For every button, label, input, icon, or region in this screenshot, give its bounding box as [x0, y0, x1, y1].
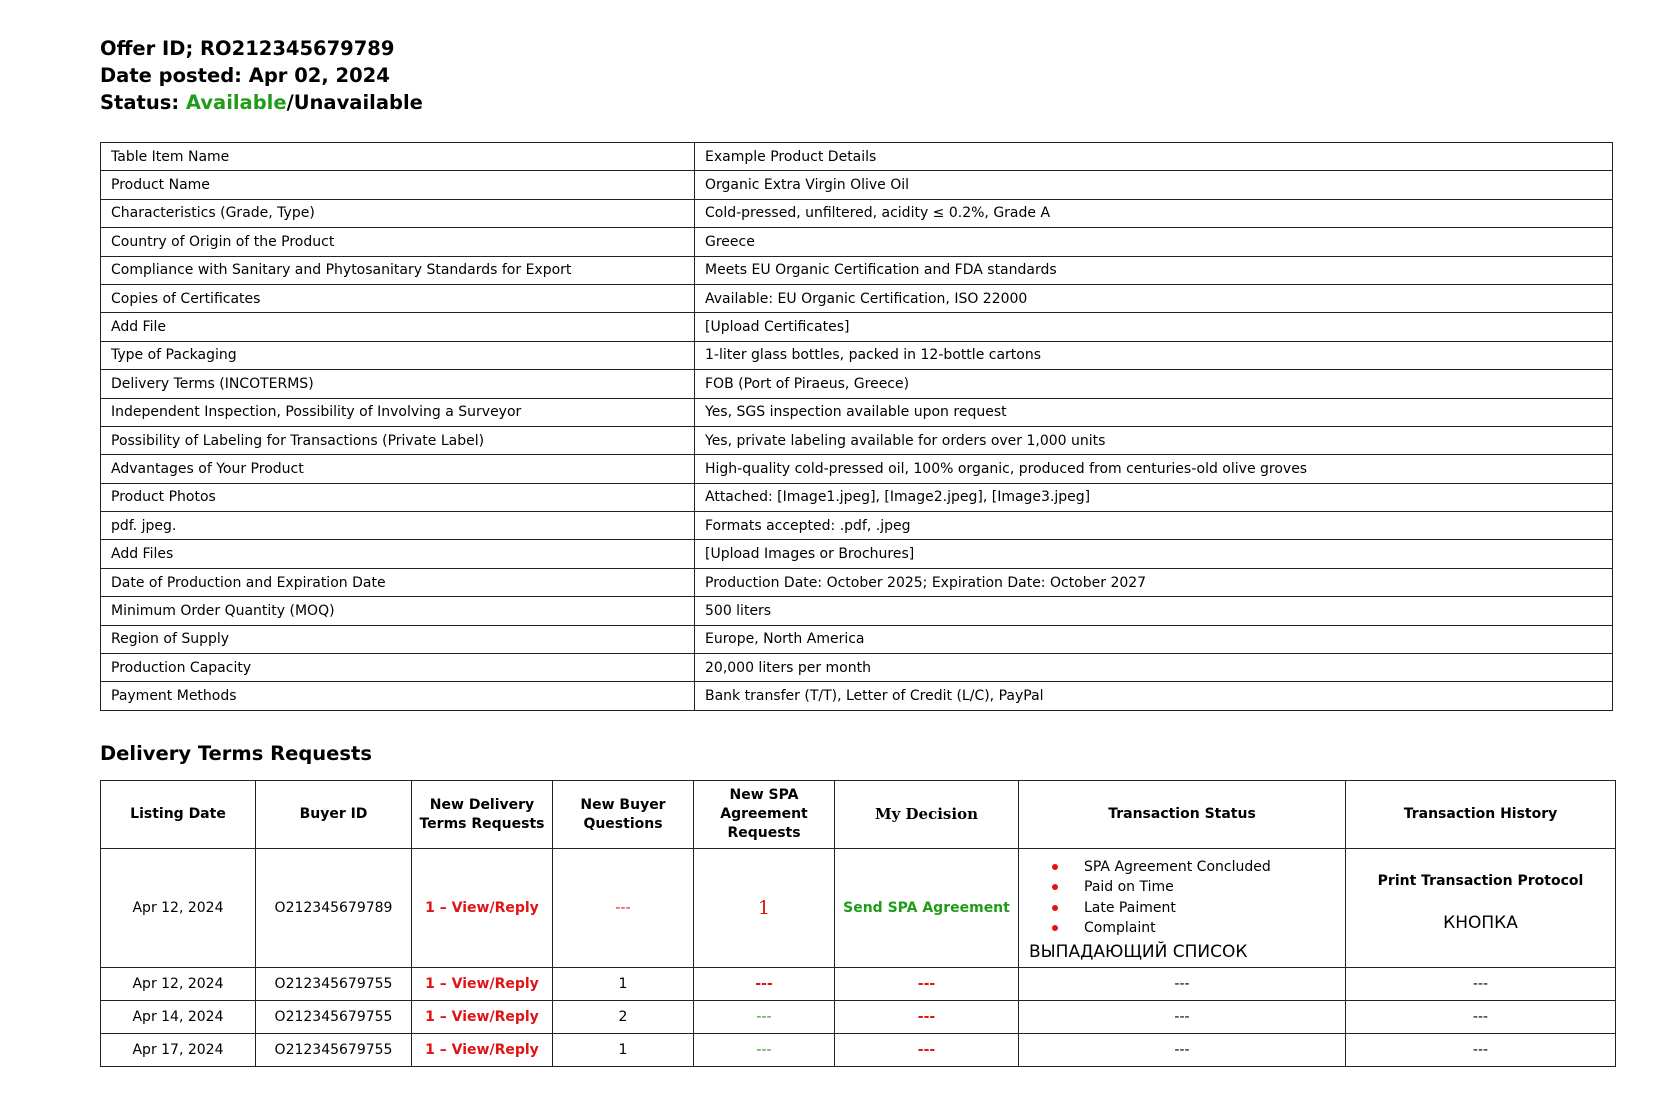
empty-value: ---	[615, 900, 631, 916]
delivery-terms-requests-title: Delivery Terms Requests	[100, 742, 372, 765]
detail-value: High-quality cold-pressed oil, 100% organic, produced from centuries-old olive groves	[695, 455, 1613, 483]
table-row	[101, 1001, 1616, 1034]
detail-label: Characteristics (Grade, Type)	[101, 199, 695, 227]
spa-requests-cell	[694, 1001, 835, 1034]
decision-cell	[835, 968, 1019, 1001]
status-option[interactable]: Paid on Time	[1084, 877, 1345, 898]
buyer-questions-cell	[553, 849, 694, 968]
detail-value: Organic Extra Virgin Olive Oil	[695, 171, 1613, 199]
table-row	[101, 455, 1613, 483]
table-row	[101, 540, 1613, 568]
empty-value: ---	[756, 1042, 772, 1058]
table-row	[101, 968, 1616, 1001]
send-spa-agreement-button[interactable]: Send SPA Agreement	[843, 900, 1010, 916]
detail-label: Add File	[101, 313, 695, 341]
table-row	[101, 426, 1613, 454]
detail-label: Production Capacity	[101, 654, 695, 682]
detail-value: Example Product Details	[695, 143, 1613, 171]
detail-value: 500 liters	[695, 597, 1613, 625]
spa-requests-cell	[694, 849, 835, 968]
buyer-questions-cell: 2	[553, 1001, 694, 1034]
detail-value: Yes, SGS inspection available upon request	[695, 398, 1613, 426]
empty-value: ---	[755, 976, 773, 992]
decision-cell	[835, 1001, 1019, 1034]
table-row	[101, 512, 1613, 540]
transaction-history-cell: ---	[1346, 1001, 1616, 1034]
status-option[interactable]: SPA Agreement Concluded	[1084, 857, 1345, 878]
detail-value[interactable]: [Upload Images or Brochures]	[695, 540, 1613, 568]
table-row	[101, 682, 1613, 710]
date-posted: Date posted: Apr 02, 2024	[100, 64, 390, 87]
detail-value: Bank transfer (T/T), Letter of Credit (L/C), PayPal	[695, 682, 1613, 710]
offer-header	[100, 35, 423, 116]
status-option[interactable]: Complaint	[1084, 918, 1345, 939]
spa-requests-cell	[694, 968, 835, 1001]
empty-value: ---	[756, 1009, 772, 1025]
detail-label: Advantages of Your Product	[101, 455, 695, 483]
detail-value: FOB (Port of Piraeus, Greece)	[695, 370, 1613, 398]
buyer-id-cell: O212345679789	[256, 849, 412, 968]
transaction-history-cell	[1346, 849, 1616, 968]
table-row	[101, 398, 1613, 426]
view-reply-link[interactable]: 1 – View/Reply	[425, 976, 539, 992]
header-listing-date: Listing Date	[101, 781, 256, 849]
detail-value: 1-liter glass bottles, packed in 12-bottle cartons	[695, 341, 1613, 369]
buyer-questions-cell: 1	[553, 1034, 694, 1067]
offer-id: Offer ID; RO212345679789	[100, 37, 395, 60]
buyer-id-cell: O212345679755	[256, 1001, 412, 1034]
listing-date-cell: Apr 12, 2024	[101, 849, 256, 968]
table-row	[101, 199, 1613, 227]
listing-date-cell: Apr 12, 2024	[101, 968, 256, 1001]
table-row	[101, 597, 1613, 625]
detail-label: Copies of Certificates	[101, 284, 695, 312]
view-reply-link[interactable]: 1 – View/Reply	[425, 1009, 539, 1025]
detail-value: Production Date: October 2025; Expiration Date: October 2027	[695, 568, 1613, 596]
spa-requests-cell	[694, 1034, 835, 1067]
detail-value[interactable]: [Upload Certificates]	[695, 313, 1613, 341]
detail-label: Date of Production and Expiration Date	[101, 568, 695, 596]
detail-label: Product Name	[101, 171, 695, 199]
transaction-history-cell: ---	[1346, 1034, 1616, 1067]
transaction-status-cell: ---	[1019, 1034, 1346, 1067]
detail-label: Possibility of Labeling for Transactions (Private Label)	[101, 426, 695, 454]
detail-value: Meets EU Organic Certification and FDA standards	[695, 256, 1613, 284]
detail-value: 20,000 liters per month	[695, 654, 1613, 682]
empty-value: ---	[917, 1042, 936, 1058]
detail-label: Product Photos	[101, 483, 695, 511]
table-row	[101, 849, 1616, 968]
table-row	[101, 284, 1613, 312]
detail-label: Delivery Terms (INCOTERMS)	[101, 370, 695, 398]
view-reply-link[interactable]: 1 – View/Reply	[425, 1042, 539, 1058]
transaction-status-cell: ---	[1019, 1001, 1346, 1034]
empty-value: ---	[917, 1009, 936, 1025]
transaction-status-cell	[1019, 849, 1346, 968]
table-row	[101, 370, 1613, 398]
transaction-status-cell: ---	[1019, 968, 1346, 1001]
decision-cell	[835, 1034, 1019, 1067]
empty-value: ---	[917, 976, 936, 992]
header-transaction-status: Transaction Status	[1019, 781, 1346, 849]
detail-label: Independent Inspection, Possibility of Involving a Surveyor	[101, 398, 695, 426]
buyer-id-cell: O212345679755	[256, 1034, 412, 1067]
status-separator: /	[286, 91, 294, 114]
table-row	[101, 568, 1613, 596]
status-prefix: Status:	[100, 91, 186, 114]
listing-date-cell: Apr 14, 2024	[101, 1001, 256, 1034]
detail-label: Type of Packaging	[101, 341, 695, 369]
table-row	[101, 256, 1613, 284]
status-unavailable-option[interactable]: Unavailable	[293, 91, 423, 114]
detail-label: Table Item Name	[101, 143, 695, 171]
transaction-history-cell: ---	[1346, 968, 1616, 1001]
offer-status	[100, 89, 423, 116]
buyer-id-cell: O212345679755	[256, 968, 412, 1001]
table-row	[101, 1034, 1616, 1067]
history-button[interactable]: КНОПКА	[1443, 913, 1518, 933]
delivery-requests-cell	[412, 849, 553, 968]
header-my-decision: My Decision	[835, 781, 1019, 849]
decision-cell	[835, 849, 1019, 968]
table-row	[101, 483, 1613, 511]
status-available-option[interactable]: Available	[185, 91, 287, 114]
detail-label: Compliance with Sanitary and Phytosanitary Standards for Export	[101, 256, 695, 284]
detail-label: Add Files	[101, 540, 695, 568]
table-row	[101, 171, 1613, 199]
view-reply-link[interactable]: 1 – View/Reply	[425, 900, 539, 916]
spa-request-count[interactable]: 1	[757, 897, 771, 919]
detail-label: Payment Methods	[101, 682, 695, 710]
detail-label: pdf. jpeg.	[101, 512, 695, 540]
print-transaction-protocol-button[interactable]: Print Transaction Protocol	[1377, 873, 1584, 889]
detail-label: Minimum Order Quantity (MOQ)	[101, 597, 695, 625]
table-row	[101, 143, 1613, 171]
header-new-spa-requests: New SPA Agreement Requests	[694, 781, 835, 849]
status-dropdown-label[interactable]: ВЫПАДАЮЩИЙ СПИСОК	[1029, 941, 1248, 962]
detail-value: Cold-pressed, unfiltered, acidity ≤ 0.2%, Grade A	[695, 199, 1613, 227]
table-row	[101, 654, 1613, 682]
header-new-buyer-questions: New Buyer Questions	[553, 781, 694, 849]
product-details-table	[100, 142, 1613, 711]
table-row	[101, 625, 1613, 653]
detail-value: Available: EU Organic Certification, ISO 22000	[695, 284, 1613, 312]
detail-value: Europe, North America	[695, 625, 1613, 653]
detail-value: Greece	[695, 228, 1613, 256]
buyer-questions-cell: 1	[553, 968, 694, 1001]
header-transaction-history: Transaction History	[1346, 781, 1616, 849]
detail-value: Formats accepted: .pdf, .jpeg	[695, 512, 1613, 540]
detail-value: Attached: [Image1.jpeg], [Image2.jpeg], [Image3.jpeg]	[695, 483, 1613, 511]
listing-date-cell: Apr 17, 2024	[101, 1034, 256, 1067]
delivery-requests-table	[100, 780, 1616, 1067]
table-row	[101, 313, 1613, 341]
delivery-requests-cell	[412, 1001, 553, 1034]
delivery-requests-cell	[412, 968, 553, 1001]
status-options-list[interactable]	[1084, 857, 1345, 939]
table-row	[101, 228, 1613, 256]
delivery-requests-cell	[412, 1034, 553, 1067]
detail-label: Region of Supply	[101, 625, 695, 653]
detail-label: Country of Origin of the Product	[101, 228, 695, 256]
table-header-row	[101, 781, 1616, 849]
detail-value: Yes, private labeling available for orders over 1,000 units	[695, 426, 1613, 454]
header-buyer-id: Buyer ID	[256, 781, 412, 849]
table-row	[101, 341, 1613, 369]
header-new-delivery-requests: New Delivery Terms Requests	[412, 781, 553, 849]
status-option[interactable]: Late Paiment	[1084, 898, 1345, 919]
